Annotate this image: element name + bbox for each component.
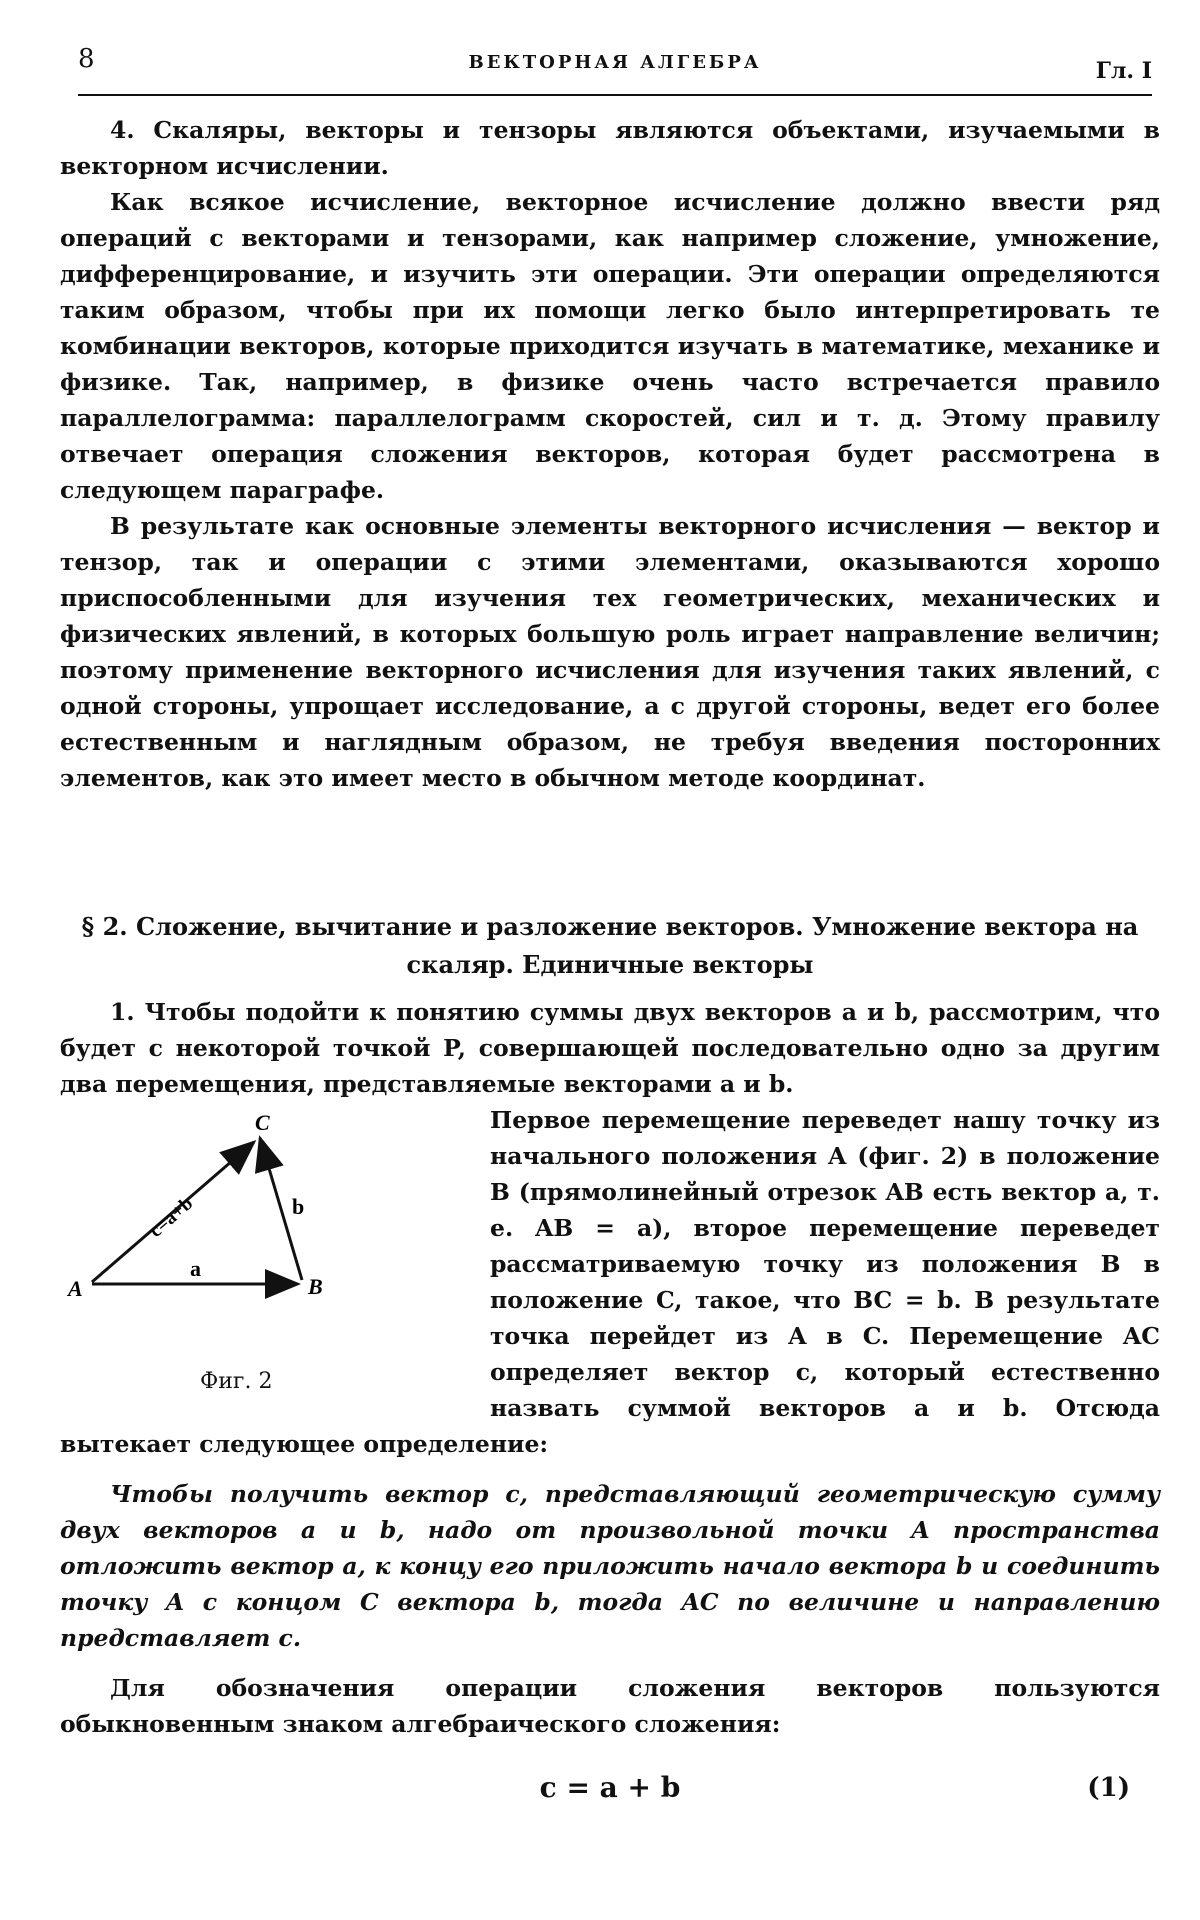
- section-heading: § 2. Сложение, вычитание и разложение векторов. Умножение вектора на скаляр. Единичные векторы: [81, 912, 1139, 979]
- page-number: 8: [78, 44, 95, 74]
- paragraph: 4. Скаляры, векторы и тензоры являются объектами, изучаемыми в векторном исчислении.: [60, 116, 1160, 180]
- point-a-label: A: [68, 1276, 83, 1301]
- definition-paragraph: Чтобы получить вектор c, представляющий геометрическую сумму двух векторов a и b, надо от произвольной точки A пространства отложить вектор a, к концу его приложить начало вектора b и соединить точку A с концом C вектора b, тогда AC по величине и направлению представляет c.: [60, 1480, 1160, 1652]
- page-header: [78, 44, 1152, 96]
- vector-b-label: b: [292, 1194, 305, 1219]
- paragraph: В результате как основные элементы векторного исчисления — вектор и тензор, так и операции с этими элементами, оказываются хорошо приспособленными для изучения тех геометрических, механических и физических явлений, в которых большую роль играет направление величин; поэтому применение векторного исчисления для изучения таких явлений, с одной стороны, упрощает исследование, а с другой стороны, ведет его более естественным и наглядным образом, не требуя введения посторонних элементов, как это имеет место в обычном методе координат.: [60, 512, 1160, 792]
- section-text-block: [60, 994, 1160, 1820]
- paragraph: Для обозначения операции сложения векторов пользуются обыкновенным знаком алгебраического сложения:: [60, 1674, 1160, 1738]
- equation: c = a + b: [539, 1771, 681, 1804]
- paragraph: Как всякое исчисление, векторное исчисление должно ввести ряд операций с векторами и тензорами, как например сложение, умножение, дифференцирование, и изучить эти операции. Эти операции определяются таким образом, чтобы при их помощи легко было интерпретировать те комбинации векторов, которые приходится изучать в математике, механике и физике. Так, например, в физике очень часто встречается правило параллелограмма: параллелограмм скоростей, сил и т. д. Этому правилу отвечает операция сложения векторов, которая будет рассмотрена в следующем параграфе.: [60, 188, 1160, 504]
- running-title: ВЕКТОРНАЯ АЛГЕБРА: [468, 52, 762, 73]
- intro-text-block: [60, 112, 1160, 796]
- point-b-label: B: [308, 1274, 323, 1299]
- figure-2: [60, 1106, 470, 1416]
- vector-a-label: a: [190, 1256, 201, 1281]
- vector-triangle-diagram: [60, 1106, 470, 1406]
- header-rule: [78, 94, 1152, 96]
- paragraph: 1. Чтобы подойти к понятию суммы двух векторов a и b, рассмотрим, что будет с некоторой точкой P, совершающей последовательно одно за другим два перемещения, представляемые векторами a и b.: [60, 998, 1160, 1098]
- vector-c-label: c=a+b: [145, 1193, 198, 1242]
- chapter-label: Гл. I: [1095, 58, 1152, 84]
- equation-row: [60, 1770, 1160, 1820]
- equation-number: (1): [1087, 1773, 1130, 1803]
- figure-caption: Фиг. 2: [200, 1369, 273, 1394]
- paragraph: Первое перемещение переведет нашу точку из начального положения A (фиг. 2) в положение B (прямолинейный отрезок AB есть вектор a, т. е. AB = a), второе перемещение переведет рассматриваемую точку из положения B в положение C, такое, что BC = b. В результате точка перейдет из A в C. Перемещение AC определяет вектор c, который естественно назвать суммой векторов a и b. Отсюда вытекает следующее определение:: [60, 1106, 1160, 1458]
- point-c-label: C: [255, 1110, 270, 1135]
